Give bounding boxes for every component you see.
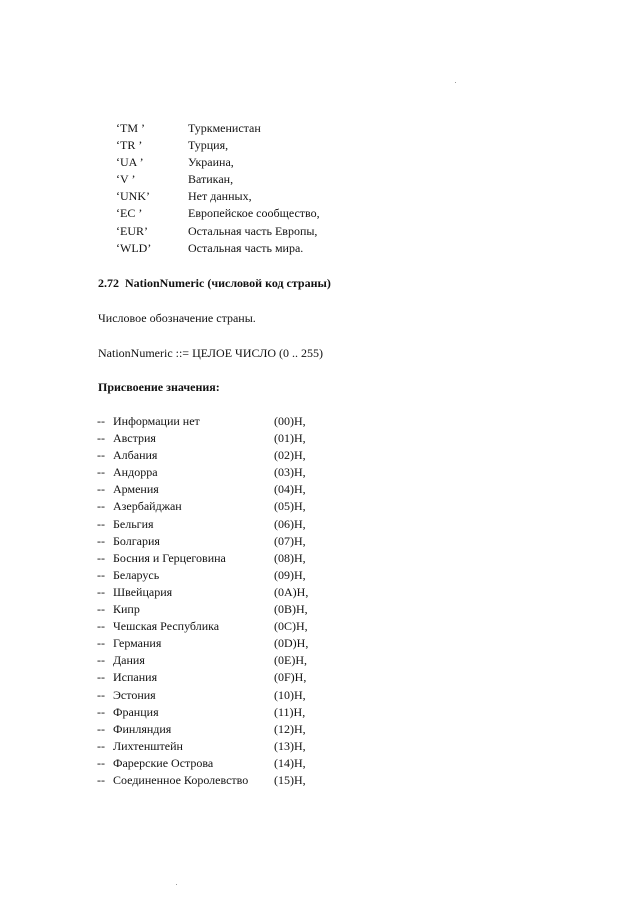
country-name: Дания: [113, 653, 145, 668]
section-number: 2.72: [98, 276, 119, 290]
country-name: Андорра: [113, 465, 158, 480]
country-name: Ватикан,: [188, 172, 234, 187]
country-name: Туркменистан: [188, 121, 261, 135]
list-dash: --: [97, 619, 105, 634]
section-heading: [98, 276, 331, 291]
numeric-code: (01)Н,: [274, 431, 306, 446]
country-name: Нет данных,: [188, 189, 252, 204]
list-dash: --: [97, 755, 105, 770]
country-name: Европейское сообщество,: [188, 206, 320, 221]
numeric-code: (06)Н,: [274, 516, 306, 531]
numeric-code: (14)Н,: [274, 755, 306, 770]
country-name: Турция,: [188, 138, 229, 153]
numeric-code: (0Е)Н,: [274, 653, 307, 668]
country-code: ‘TR ’: [116, 138, 143, 153]
section-description: Числовое обозначение страны.: [98, 311, 256, 325]
list-dash: --: [97, 482, 105, 497]
numeric-code: (0D)Н,: [274, 636, 309, 651]
list-dash: --: [97, 533, 105, 548]
list-dash: --: [97, 772, 105, 787]
list-dash: --: [97, 738, 105, 753]
numeric-code: (00)Н,: [274, 414, 306, 428]
country-name: Азербайджан: [113, 499, 182, 514]
numeric-code: (04)Н,: [274, 482, 306, 497]
country-name: Украина,: [188, 155, 234, 170]
list-dash: --: [97, 448, 105, 463]
list-dash: --: [97, 567, 105, 582]
section-title: NationNumeric (числовой код страны): [125, 276, 331, 290]
country-name: Германия: [113, 636, 162, 651]
country-code: ‘UA ’: [116, 155, 144, 170]
list-dash: --: [97, 653, 105, 668]
list-dash: --: [97, 704, 105, 719]
list-dash: --: [97, 516, 105, 531]
country-name: Армения: [113, 482, 159, 497]
list-dash: --: [97, 550, 105, 565]
country-name: Остальная часть Европы,: [188, 223, 318, 238]
country-name: Албания: [113, 448, 158, 463]
country-code: ‘UNK’: [116, 189, 150, 204]
country-name: Франция: [113, 704, 159, 719]
list-dash: --: [97, 584, 105, 599]
list-dash: --: [97, 414, 105, 428]
numeric-code: (07)Н,: [274, 533, 306, 548]
numeric-code: (0F)Н,: [274, 670, 307, 685]
country-name: Фарерские Острова: [113, 755, 214, 770]
country-name: Остальная часть мира.: [188, 240, 304, 255]
scan-speck-bottom: [176, 884, 177, 885]
list-dash: --: [97, 721, 105, 736]
list-dash: --: [97, 670, 105, 685]
country-name: Беларусь: [113, 567, 160, 582]
list-dash: --: [97, 687, 105, 702]
numeric-code: (0А)Н,: [274, 584, 309, 599]
country-name: Чешская Республика: [113, 619, 220, 634]
numeric-code: (10)Н,: [274, 687, 306, 702]
numeric-code: (08)Н,: [274, 550, 306, 565]
country-code: ‘WLD’: [116, 240, 152, 255]
country-code: ‘EC ’: [116, 206, 143, 221]
country-name: Информации нет: [113, 414, 200, 428]
list-dash: --: [97, 499, 105, 514]
country-name: Кипр: [113, 602, 140, 617]
numeric-code: (03)Н,: [274, 465, 306, 480]
scan-speck-top: [455, 82, 456, 83]
numeric-code: (09)Н,: [274, 567, 306, 582]
numeric-code: (0В)Н,: [274, 602, 308, 617]
list-dash: --: [97, 602, 105, 617]
numeric-code: (12)Н,: [274, 721, 306, 736]
numeric-code: (15)Н,: [274, 772, 306, 787]
list-dash: --: [97, 465, 105, 480]
numeric-code: (13)Н,: [274, 738, 306, 753]
list-dash: --: [97, 636, 105, 651]
country-name: Соединенное Королевство: [113, 772, 249, 787]
type-definition: NationNumeric ::= ЦЕЛОЕ ЧИСЛО (0 .. 255): [98, 346, 324, 360]
country-code: ‘EUR’: [116, 223, 148, 238]
country-name: Швейцария: [113, 584, 173, 599]
country-name: Австрия: [113, 431, 156, 446]
country-name: Босния и Герцеговина: [113, 550, 226, 565]
country-name: Лихтенштейн: [113, 738, 183, 753]
list-dash: --: [97, 431, 105, 446]
numeric-code: (02)Н,: [274, 448, 306, 463]
country-name: Финляндия: [113, 721, 172, 736]
country-name: Эстония: [113, 687, 156, 702]
country-code: ‘TM ’: [116, 121, 145, 135]
country-name: Бельгия: [113, 516, 154, 531]
numeric-code: (11)Н,: [274, 704, 306, 719]
country-name: Испания: [113, 670, 158, 685]
country-name: Болгария: [113, 533, 160, 548]
country-code: ‘V ’: [116, 172, 136, 187]
numeric-code: (05)Н,: [274, 499, 306, 514]
assignment-heading: Присвоение значения:: [98, 380, 220, 394]
numeric-code: (0С)Н,: [274, 619, 308, 634]
